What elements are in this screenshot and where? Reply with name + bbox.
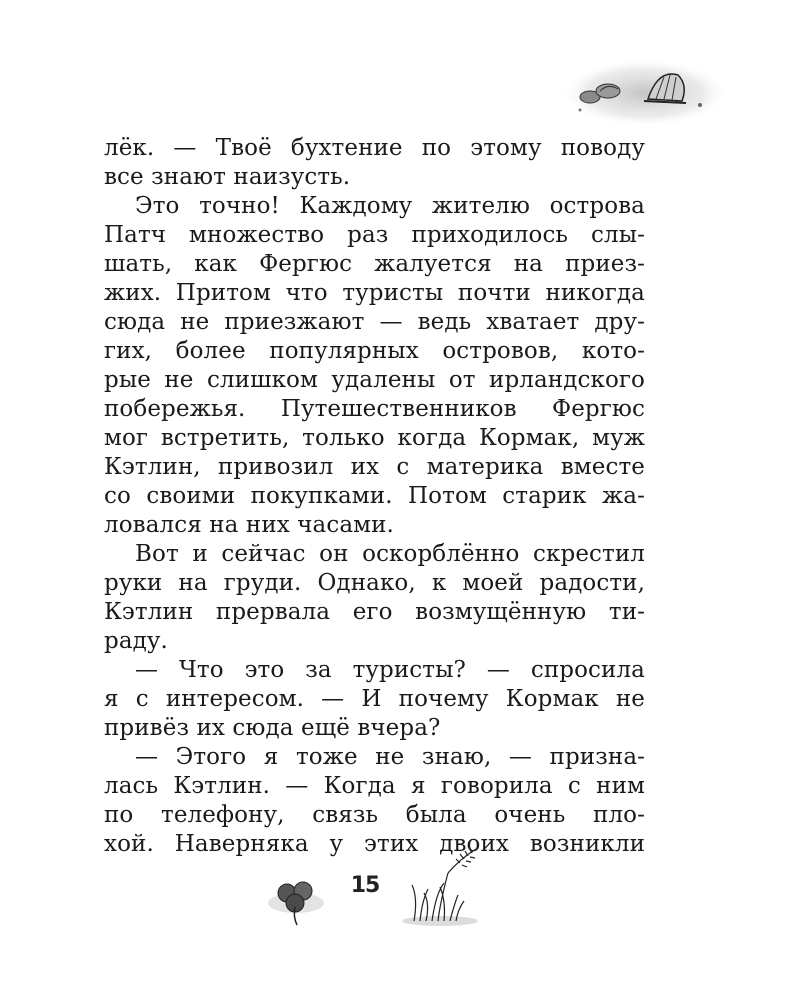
text-line: жих. Притом что туристы почти никогда [104, 280, 645, 306]
text-line: побережья. Путешественников Фергюс [104, 396, 645, 422]
text-line: шать, как Фергюс жалуется на приез- [104, 251, 645, 277]
text-line: все знают наизусть. [104, 164, 351, 190]
text-line: ловался на них часами. [104, 512, 394, 538]
text-line: — Этого я тоже не знаю, — призна- [135, 744, 645, 770]
text-line: руки на груди. Однако, к моей радости, [104, 570, 645, 596]
text-line: рые не слишком удалены от ирландского [104, 367, 645, 393]
body-text [104, 134, 645, 859]
text-line: лёк. — Твоё бухтение по этому поводу [104, 135, 645, 161]
seashells-icon [560, 55, 730, 130]
text-line: привёз их сюда ещё вчера? [104, 715, 441, 741]
text-line: лась Кэтлин. — Когда я говорила с ним [104, 773, 645, 799]
text-line: сюда не приезжают — ведь хватает дру- [104, 309, 645, 335]
text-line: гих, более популярных островов, кото- [104, 338, 645, 364]
text-line: Патч множество раз приходилось слы- [104, 222, 645, 248]
text-line: по телефону, связь была очень пло- [104, 802, 645, 828]
text-line: я с интересом. — И почему Кормак не [104, 686, 645, 712]
text-line: со своими покупками. Потом старик жа- [104, 483, 645, 509]
text-line: хой. Наверняка у этих двоих возникли [104, 831, 645, 857]
page-footer [0, 855, 800, 935]
text-line: мог встретить, только когда Кормак, муж [104, 425, 645, 451]
text-line: раду. [104, 628, 168, 654]
grass-icon [400, 843, 510, 928]
text-line: Вот и сейчас он оскорблённо скрестил [135, 541, 645, 567]
text-line: Это точно! Каждому жителю острова [135, 193, 645, 219]
text-line: — Что это за туристы? — спросила [135, 657, 645, 683]
clover-icon [265, 873, 327, 927]
text-line: Кэтлин, привозил их с материка вместе [104, 454, 645, 480]
page-number: 15 [350, 873, 380, 898]
text-line: Кэтлин прервала его возмущённую ти- [104, 599, 645, 625]
